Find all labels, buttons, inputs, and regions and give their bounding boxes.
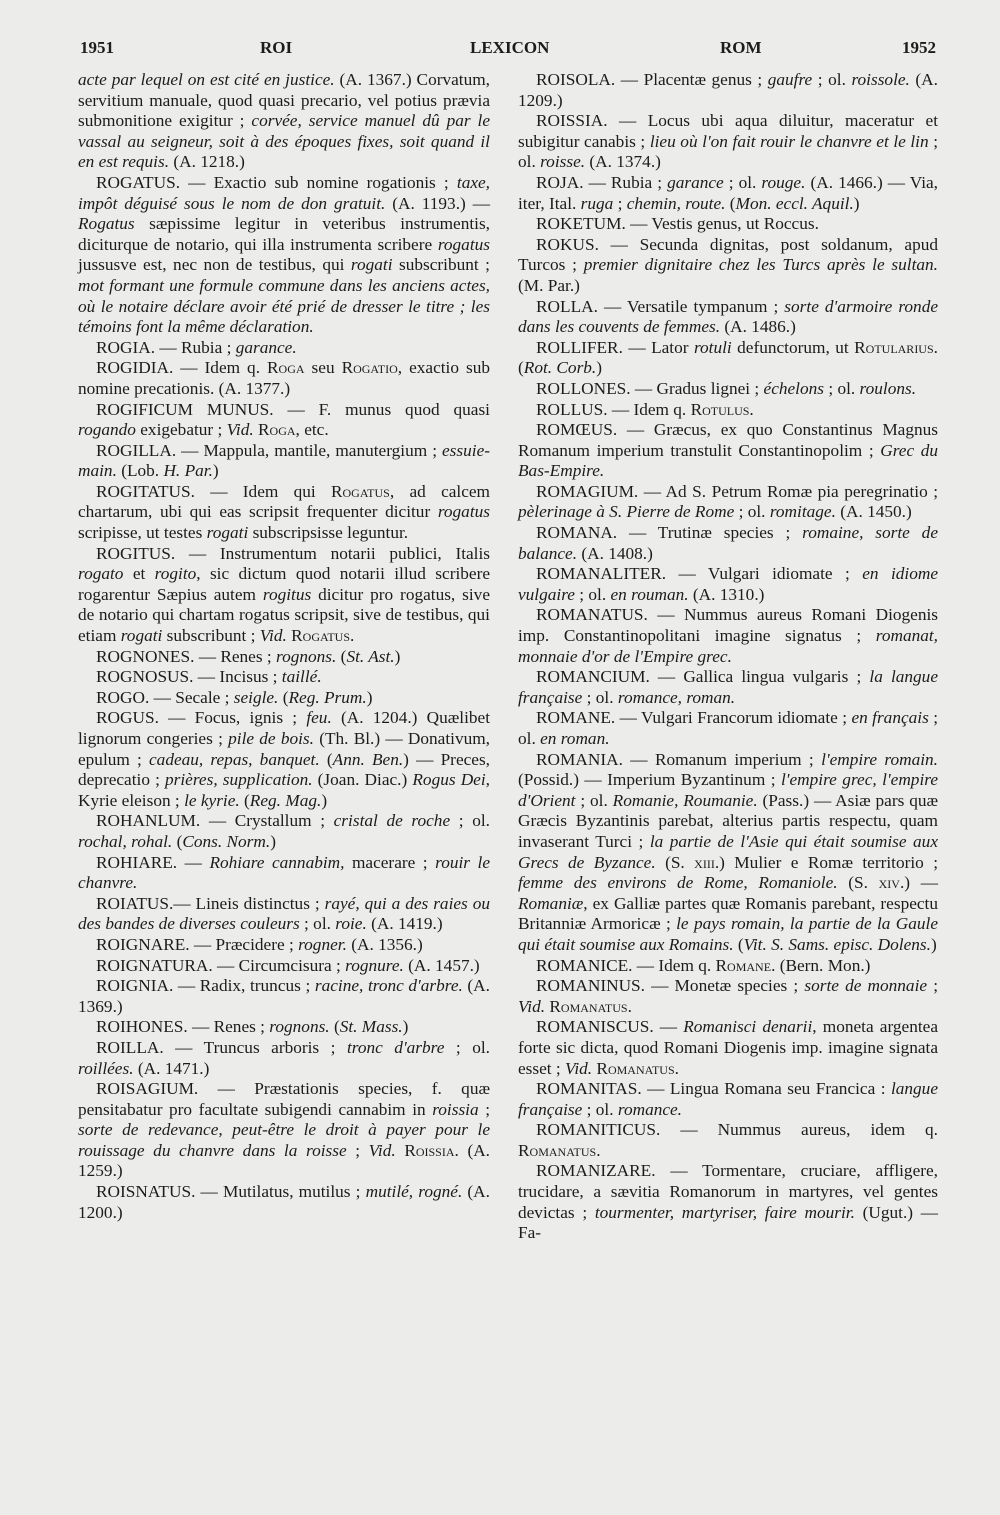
small-caps-reference: Rotularius bbox=[854, 337, 934, 357]
entry-text: ( bbox=[278, 687, 289, 707]
entry-text: (A. 1209.) bbox=[518, 70, 938, 110]
small-caps-reference: Roga bbox=[267, 358, 305, 378]
entry-text: ROMAGIUM. — Ad S. Petrum Romæ pia peregrinatio ; bbox=[536, 481, 938, 501]
entry-text: ; bbox=[478, 1099, 490, 1119]
italic-text: échelons bbox=[763, 378, 824, 398]
italic-text: rogitus bbox=[262, 584, 312, 604]
italic-text: roissia bbox=[432, 1099, 479, 1119]
italic-text: Reg. Mag. bbox=[249, 790, 322, 810]
dictionary-entry bbox=[518, 1161, 938, 1243]
entry-text: ROGITUS. — Instrumentum notarii publici, Italis bbox=[96, 543, 490, 563]
entry-text: . (A. 1259.) bbox=[78, 1140, 490, 1181]
italic-text: Romanie, Roumanie. bbox=[612, 790, 758, 810]
entry-text: ROHIARE. — bbox=[96, 852, 210, 872]
entry-text: ROMANE. — Vulgari Francorum idiomate ; bbox=[536, 708, 852, 728]
entry-text: ; ol. bbox=[824, 378, 860, 398]
entry-text: (Lob. bbox=[116, 461, 164, 481]
entry-text: (S. bbox=[837, 873, 879, 893]
italic-text: gaufre bbox=[767, 70, 813, 89]
italic-text: roillées. bbox=[78, 1058, 134, 1078]
entry-text: ) bbox=[212, 461, 219, 481]
dictionary-entry bbox=[78, 482, 490, 544]
entry-text: ) bbox=[394, 646, 401, 666]
italic-text: Mon. eccl. Aquil. bbox=[735, 193, 854, 213]
dictionary-entry bbox=[78, 1079, 490, 1182]
italic-text: Romaniæ bbox=[518, 893, 584, 913]
entry-text: . bbox=[350, 626, 355, 646]
entry-text: ; ol. bbox=[574, 584, 611, 604]
entry-text: (A. 1218.) bbox=[169, 152, 245, 172]
entry-text: ; ol. bbox=[299, 914, 336, 934]
entry-text: ROKETUM. — Vestis genus, ut Roccus. bbox=[536, 214, 819, 234]
page-header bbox=[0, 38, 1000, 64]
dictionary-entry bbox=[518, 667, 938, 708]
entry-text: . bbox=[674, 1058, 679, 1078]
italic-text: Rogatus bbox=[78, 214, 135, 234]
italic-text: corvée, service manuel dû par le vassal au seigneur, soit à des époques fixes, soit quand il en est requis. bbox=[78, 111, 490, 172]
small-caps-reference: Romanatus bbox=[518, 1140, 597, 1160]
italic-text: Ann. Ben. bbox=[332, 749, 404, 769]
dictionary-entry bbox=[518, 214, 938, 235]
entry-text: ROMŒUS. — Græcus, ex quo Constantinus Magnus Romanum imperium transtulit Constantinopolim ; bbox=[518, 420, 938, 460]
dictionary-entry bbox=[518, 523, 938, 564]
dictionary-entry bbox=[78, 667, 490, 688]
entry-text: ROLLONES. — Gradus lignei ; bbox=[536, 378, 764, 398]
dictionary-entry bbox=[518, 482, 938, 523]
small-caps-reference: Rogatus bbox=[330, 481, 390, 501]
italic-text: la langue française bbox=[518, 667, 938, 707]
italic-text: feu. bbox=[306, 708, 332, 728]
italic-text: Vid. bbox=[259, 626, 287, 646]
entry-text: subscribunt ; bbox=[392, 255, 490, 275]
entry-text: (A. 1457.) bbox=[403, 955, 480, 975]
entry-text: , moneta argentea forte sic dicta, quod Romani Diogenis imp. imagine signata esset ; bbox=[518, 1017, 938, 1078]
entry-text: ROMANATUS. — Nummus aureus Romani Diogenis imp. Constantinopolitani imagine signatus ; bbox=[518, 605, 938, 646]
dictionary-entry bbox=[78, 935, 490, 956]
dictionary-entry bbox=[78, 708, 490, 811]
italic-text: tronc d'arbre bbox=[346, 1037, 445, 1057]
dictionary-entry bbox=[518, 605, 938, 667]
entry-text: (A. 1408.) bbox=[577, 543, 653, 563]
dictionary-entry bbox=[78, 1017, 490, 1038]
italic-text: roisse. bbox=[540, 152, 586, 172]
dictionary-entry bbox=[78, 976, 490, 1017]
italic-text: prières, supplication. bbox=[165, 770, 313, 790]
entry-text: ( bbox=[336, 646, 347, 666]
entry-text: ROISNATUS. — Mutilatus, mutilus ; bbox=[96, 1182, 366, 1202]
italic-text: Grec du Bas-Empire. bbox=[518, 440, 938, 481]
dictionary-entry bbox=[518, 173, 938, 214]
dictionary-entry bbox=[78, 956, 490, 977]
entry-text: ROMANIA. — Romanum imperium ; bbox=[536, 749, 822, 769]
small-caps-reference: Rogatus bbox=[291, 626, 351, 646]
small-caps-reference: Romanatus bbox=[549, 996, 628, 1016]
italic-text: rognons. bbox=[276, 646, 337, 666]
entry-text: ROIGNARE. — Præcidere ; bbox=[96, 934, 299, 954]
entry-text: ; ol. bbox=[582, 1099, 618, 1119]
italic-text: femme des environs de Rome, Romaniole. bbox=[518, 873, 838, 893]
entry-text: (Th. Bl.) — Donativum, epulum ; bbox=[78, 729, 490, 769]
small-caps-reference: xiv bbox=[878, 873, 900, 893]
entry-text: ROMANIZARE. — Tormentare, cruciare, affligere, trucidare, a sævitia Romanorum in martyres, vel gentes devictas ; bbox=[518, 1161, 938, 1222]
entry-text: jussusve est, nec non de testibus, qui bbox=[78, 255, 351, 275]
entry-text: macerare ; bbox=[344, 852, 436, 872]
italic-text: le kyrie. bbox=[184, 790, 240, 810]
dictionary-entry bbox=[78, 811, 490, 852]
dictionary-entry bbox=[518, 297, 938, 338]
entry-text: , ex Galliæ partes quæ Romanis parebant, respectu Britanniæ Armoricæ ; bbox=[518, 893, 938, 934]
page-number-right: 1952 bbox=[902, 38, 936, 57]
entry-text: ROGUS. — Focus, ignis ; bbox=[96, 708, 307, 728]
entry-text: ROMANA. — Trutinæ species ; bbox=[536, 523, 803, 543]
entry-text: . bbox=[596, 1140, 601, 1160]
italic-text: romance. bbox=[617, 1099, 683, 1119]
italic-text: rotuli bbox=[693, 337, 732, 357]
italic-text: essuie-main. bbox=[78, 440, 490, 481]
italic-text: rogner. bbox=[298, 934, 347, 954]
italic-text: rogati bbox=[206, 523, 249, 543]
entry-text: (A. 1471.) bbox=[133, 1058, 210, 1078]
entry-text: ) bbox=[366, 687, 373, 707]
entry-text: ROGO. — Secale ; bbox=[96, 687, 234, 707]
italic-text: taxe, impôt déguisé sous le nom de don gratuit. bbox=[78, 172, 490, 213]
italic-text: rogando bbox=[78, 420, 136, 440]
dictionary-entry bbox=[518, 564, 938, 605]
small-caps-reference: Rotulus bbox=[690, 399, 750, 419]
entry-text: , exactio sub nomine precationis. (A. 1377.) bbox=[78, 358, 490, 398]
entry-text: ( bbox=[319, 749, 333, 769]
italic-text: Vid. bbox=[565, 1058, 593, 1078]
entry-text: (A. 1419.) bbox=[366, 914, 443, 934]
entry-text: ROGIA. — Rubia ; bbox=[96, 337, 236, 357]
italic-text: chemin, route. bbox=[626, 193, 726, 213]
small-caps-reference: Roissia bbox=[404, 1140, 455, 1160]
entry-text: ROGATUS. — Exactio sub nomine rogationis ; bbox=[96, 172, 457, 192]
italic-text: Vid. bbox=[368, 1140, 396, 1160]
italic-text: acte par lequel on est cité en justice. bbox=[78, 70, 335, 89]
entry-text: ROIGNIA. — Radix, truncus ; bbox=[96, 976, 315, 996]
entry-text: . (Bern. Mon.) bbox=[771, 955, 871, 975]
entry-text: .) Mulier e Romæ territorio ; bbox=[714, 852, 939, 872]
entry-text: ROISSIA. — Locus ubi aqua diluitur, maceratur et subigitur canabis ; bbox=[518, 111, 938, 151]
entry-text: ROJA. — Rubia ; bbox=[536, 172, 668, 192]
italic-text: langue française bbox=[518, 1079, 938, 1119]
page-number-left: 1951 bbox=[80, 38, 114, 57]
italic-text: Vid. bbox=[518, 996, 546, 1016]
entry-text: ( bbox=[725, 193, 736, 213]
entry-text: ; bbox=[613, 193, 627, 213]
italic-text: rouge. bbox=[761, 172, 806, 192]
entry-text: ; ol. bbox=[812, 70, 852, 89]
italic-text: sorte d'armoire ronde dans les couvents de femmes. bbox=[518, 296, 939, 337]
entry-text: ( bbox=[329, 1017, 340, 1037]
entry-text: (Possid.) — Imperium Byzantinum ; bbox=[518, 770, 781, 790]
italic-text: garance bbox=[667, 172, 724, 192]
entry-text: ; bbox=[927, 976, 938, 996]
entry-text: ROMANINUS. — Monetæ species ; bbox=[536, 976, 805, 996]
entry-text: (Joan. Diac.) bbox=[312, 770, 413, 790]
entry-text: ROGNONES. — Renes ; bbox=[96, 646, 277, 666]
entry-text: ROGIDIA. — Idem q. bbox=[96, 358, 268, 378]
dictionary-entry bbox=[78, 1182, 490, 1223]
italic-text: premier dignitaire chez les Turcs après le sultan. bbox=[583, 255, 938, 275]
continued-entry bbox=[78, 70, 490, 173]
italic-text: seigle. bbox=[233, 687, 279, 707]
small-caps-reference: Rogatio bbox=[341, 358, 398, 378]
entry-text: ROMANCIUM. — Gallica lingua vulgaris ; bbox=[536, 667, 870, 687]
entry-text: , Kyrie eleison ; bbox=[78, 770, 490, 810]
entry-text: ; ol. bbox=[450, 811, 490, 831]
entry-text: ) bbox=[596, 358, 603, 378]
entry-text: (Pass.) — Asiæ pars quæ Græcis Byzantinis parebat, alterius partis respectu, quam invaserant Turci ; bbox=[518, 790, 939, 851]
italic-text: Rot. Corb. bbox=[523, 358, 597, 378]
dictionary-entry bbox=[518, 976, 938, 1017]
dictionary-entry bbox=[78, 1038, 490, 1079]
italic-text: Cons. Norm. bbox=[182, 831, 271, 851]
italic-text: rogati bbox=[350, 255, 393, 275]
italic-text: roissole. bbox=[851, 70, 910, 89]
entry-text: ROLLA. — Versatile tympanum ; bbox=[536, 296, 785, 316]
italic-text: ruga bbox=[580, 193, 614, 213]
dictionary-entry bbox=[518, 420, 938, 482]
dictionary-entry bbox=[518, 235, 938, 297]
entry-text: ROGIFICUM MUNUS. — F. munus quod quasi bbox=[96, 399, 490, 419]
entry-text: (A. 1466.) — Via, iter, Ital. bbox=[518, 172, 938, 213]
italic-text: l'empire romain. bbox=[821, 749, 938, 769]
entry-text: seu bbox=[304, 358, 342, 378]
left-column bbox=[78, 70, 490, 1223]
running-title: LEXICON bbox=[470, 38, 550, 57]
italic-text: la partie de l'Asie qui était soumise aux Grecs de Byzance. bbox=[518, 831, 938, 872]
entry-text: ; bbox=[346, 1140, 369, 1160]
entry-text: . ( bbox=[518, 337, 938, 378]
entry-text: .) — bbox=[899, 873, 938, 893]
entry-text: ; ol. bbox=[444, 1037, 490, 1057]
small-caps-reference: Roga bbox=[258, 420, 296, 440]
italic-text: rouir le chanvre. bbox=[78, 852, 491, 893]
italic-text: rogati bbox=[120, 626, 163, 646]
dictionary-entry bbox=[78, 358, 490, 399]
entry-text: ) bbox=[321, 790, 328, 810]
entry-text: ; ol. bbox=[518, 131, 939, 172]
italic-text: Vid. bbox=[226, 420, 254, 440]
entry-text: subscripsisse leguntur. bbox=[248, 523, 409, 543]
entry-text: ROGITATUS. — Idem qui bbox=[96, 481, 331, 501]
entry-text: et bbox=[123, 564, 155, 584]
dictionary-entry bbox=[78, 173, 490, 338]
entry-text: ROILLA. — Truncus arboris ; bbox=[96, 1037, 347, 1057]
entry-text: ) bbox=[402, 1017, 409, 1037]
entry-text: ROMANALITER. — Vulgari idiomate ; bbox=[536, 564, 863, 584]
entry-text: ) bbox=[270, 831, 276, 851]
dictionary-entry bbox=[518, 111, 938, 173]
entry-text: ROIATUS.— Lineis distinctus ; bbox=[96, 893, 325, 913]
entry-text: (A. 1356.) bbox=[346, 934, 423, 954]
dictionary-entry bbox=[78, 647, 490, 668]
dictionary-entry bbox=[518, 338, 938, 379]
entry-text: ROHANLUM. — Crystallum ; bbox=[96, 811, 334, 831]
italic-text: Reg. Prum. bbox=[288, 687, 367, 707]
entry-text: ; ol. bbox=[582, 687, 618, 707]
italic-text: rogito bbox=[154, 564, 197, 584]
italic-text: le pays romain, la partie de la Gaule qui était soumise aux Romains. bbox=[518, 914, 938, 954]
entry-text: ; ol. bbox=[575, 790, 613, 810]
entry-text: , ad calcem chartarum, ubi qui eas scripsit frequenter dicitur bbox=[78, 481, 490, 522]
entry-text: (A. 1193.) — bbox=[385, 193, 490, 213]
entry-text: (A. 1310.) bbox=[688, 584, 765, 604]
small-caps-reference: xiii bbox=[694, 852, 715, 872]
italic-text: Rohiare cannabim, bbox=[209, 852, 345, 872]
entry-text: (A. 1367.) Corvatum, servitium manuale, quod quasi precario, vel potius prævia submonitione exigitur ; bbox=[78, 70, 490, 131]
entry-text: ; ol. bbox=[518, 708, 938, 748]
guide-word-right: ROM bbox=[720, 38, 762, 57]
italic-text: St. Mass. bbox=[339, 1017, 403, 1037]
italic-text: romaine, sorte de balance. bbox=[518, 523, 938, 563]
italic-text: en français bbox=[851, 708, 929, 728]
italic-text: sorte de redevance, peut-être le droit à payer pour le rouissage du chanvre dans la roisse bbox=[78, 1120, 490, 1160]
entry-text: subscribunt ; bbox=[162, 626, 260, 646]
italic-text: cristal de roche bbox=[333, 811, 451, 831]
entry-text: dicitur pro rogatus, sive de notario qui chartam rogatus scripsit, sive de testibus, qui etiam bbox=[78, 584, 490, 646]
entry-text: . bbox=[627, 996, 632, 1016]
dictionary-entry bbox=[518, 379, 938, 400]
italic-text: H. Par. bbox=[163, 461, 213, 481]
dictionary-entry bbox=[518, 70, 938, 111]
italic-text: en idiome vulgaire bbox=[518, 564, 938, 604]
dictionary-entry bbox=[518, 956, 938, 977]
italic-text: rognons. bbox=[269, 1017, 330, 1037]
italic-text: rochal, rohal. bbox=[78, 831, 173, 851]
entry-text: ROMANITAS. — Lingua Romana seu Francica : bbox=[536, 1079, 891, 1099]
entry-text: , etc. bbox=[295, 420, 329, 440]
italic-text: sorte de monnaie bbox=[804, 976, 928, 996]
entry-text: (M. Par.) bbox=[518, 275, 580, 295]
dictionary-entry bbox=[78, 544, 490, 647]
italic-text: Vit. S. Sams. episc. Dolens. bbox=[743, 934, 931, 954]
italic-text: garance. bbox=[235, 337, 297, 357]
entry-text: (A. 1374.) bbox=[585, 152, 661, 172]
entry-text: (S. bbox=[655, 852, 695, 872]
entry-text: ; ol. bbox=[734, 502, 770, 522]
italic-text: rayé, qui a des raies ou des bandes de diverses couleurs bbox=[78, 893, 490, 934]
italic-text: mutilé, rogné. bbox=[365, 1182, 463, 1202]
italic-text: en roman. bbox=[540, 729, 610, 748]
entry-text: ) bbox=[853, 193, 860, 213]
italic-text: rogato bbox=[78, 564, 124, 584]
entry-text: ) bbox=[930, 934, 937, 954]
dictionary-entry bbox=[78, 338, 490, 359]
entry-text: ROISOLA. — Placentæ genus ; bbox=[536, 70, 768, 89]
entry-text: (A. 1450.) bbox=[835, 502, 912, 522]
italic-text: pile de bois. bbox=[228, 729, 314, 748]
dictionary-entry bbox=[518, 1017, 938, 1079]
entry-text: ROLLIFER. — Lator bbox=[536, 337, 694, 357]
entry-text: ROKUS. — Secunda dignitas, post soldanum, apud Turcos ; bbox=[518, 234, 938, 275]
italic-text: mot formant une formule commune dans les anciens actes, où le notaire déclare avoir été prié de dresser le titre ; les témoins font la même déclaration. bbox=[78, 275, 490, 337]
italic-text: romance, roman. bbox=[617, 687, 736, 707]
italic-text: cadeau, repas, banquet. bbox=[149, 749, 320, 769]
dictionary-entry bbox=[518, 1120, 938, 1161]
entry-text: (A. 1204.) Quælibet lignorum congeries ; bbox=[78, 708, 490, 748]
italic-text: Romanisci denarii bbox=[683, 1017, 813, 1037]
entry-text: ROMANISCUS. — bbox=[536, 1017, 684, 1037]
entry-text: ROMANICE. — Idem q. bbox=[536, 955, 716, 975]
italic-text: pèlerinage à S. Pierre de Rome bbox=[518, 502, 735, 522]
small-caps-reference: Romanatus bbox=[596, 1058, 675, 1078]
dictionary-entry bbox=[78, 894, 490, 935]
entry-text: defunctorum, ut bbox=[731, 337, 855, 357]
italic-text: rogatus bbox=[437, 234, 490, 254]
entry-text: exigebatur ; bbox=[135, 420, 227, 440]
entry-text: ROMANITICUS. — Nummus aureus, idem q. bbox=[536, 1120, 938, 1140]
entry-text: (Ugut.) — Fa- bbox=[518, 1202, 938, 1243]
entry-text: (A. 1369.) bbox=[78, 976, 490, 1016]
dictionary-entry bbox=[78, 441, 490, 482]
italic-text: roie. bbox=[335, 914, 367, 934]
italic-text: en rouman. bbox=[610, 584, 689, 604]
entry-text: ROIGNATURA. — Circumcisura ; bbox=[96, 955, 346, 975]
entry-text: scripisse, ut testes bbox=[78, 523, 207, 543]
dictionary-entry bbox=[78, 688, 490, 709]
dictionary-entry bbox=[78, 400, 490, 441]
dictionary-entry bbox=[518, 708, 938, 749]
entry-text: sæpissime legitur in veteribus instrumentis, diciturque de notario, qui illa instrumenta scribere bbox=[78, 214, 490, 254]
italic-text: romitage. bbox=[769, 502, 836, 522]
guide-word-left: ROI bbox=[260, 38, 293, 57]
entry-text: . bbox=[749, 399, 754, 419]
entry-text: (A. 1486.) bbox=[720, 317, 796, 337]
italic-text: l'empire grec, l'empire d'Orient bbox=[518, 770, 938, 810]
italic-text: rognure. bbox=[345, 955, 404, 975]
italic-text: taillé. bbox=[281, 667, 322, 687]
entry-text: (A. 1200.) bbox=[78, 1182, 490, 1222]
entry-text: , sic dictum quod notarii illud scribere rogarentur Sæpius autem bbox=[78, 564, 490, 604]
italic-text: tourmenter, martyriser, faire mourir. bbox=[594, 1202, 855, 1222]
entry-text: ; ol. bbox=[723, 172, 762, 192]
right-column bbox=[518, 70, 938, 1244]
italic-text: Rogus Dei bbox=[412, 770, 486, 790]
dictionary-entry bbox=[518, 1079, 938, 1120]
entry-text: ( bbox=[733, 934, 744, 954]
italic-text: roulons. bbox=[859, 378, 917, 398]
dictionary-entry bbox=[518, 400, 938, 421]
italic-text: St. Ast. bbox=[346, 646, 395, 666]
italic-text: rogatus bbox=[437, 502, 490, 522]
italic-text: lieu où l'on fait rouir le chanvre et le lin bbox=[649, 131, 929, 151]
italic-text: romanat, monnaie d'or de l'Empire grec. bbox=[518, 626, 938, 666]
entry-text: ( bbox=[239, 790, 250, 810]
entry-text: ROLLUS. — Idem q. bbox=[536, 399, 691, 419]
dictionary-entry bbox=[518, 750, 938, 956]
small-caps-reference: Romane bbox=[715, 955, 772, 975]
entry-text: ( bbox=[172, 831, 183, 851]
italic-text: racine, tronc d'arbre. bbox=[314, 976, 463, 996]
entry-text: ROIHONES. — Renes ; bbox=[96, 1017, 270, 1037]
entry-text: ROISAGIUM. — Præstationis species, f. quæ pensitabatur pro facultate subigendi cannabim in bbox=[78, 1079, 490, 1119]
dictionary-entry bbox=[78, 853, 490, 894]
entry-text: ROGNOSUS. — Incisus ; bbox=[96, 667, 282, 687]
entry-text: ROGILLA. — Mappula, mantile, manutergium ; bbox=[96, 440, 442, 460]
entry-text: ) — Preces, deprecatio ; bbox=[78, 749, 490, 790]
